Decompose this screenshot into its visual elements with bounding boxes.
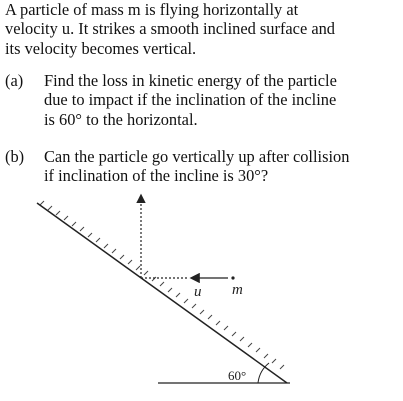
part-label: (a): [5, 71, 24, 90]
stem-line: its velocity becomes vertical.: [5, 38, 197, 58]
part-line: Can the particle go vertically up after collision: [44, 147, 350, 166]
part-line: Find the loss in kinetic energy of the particle: [44, 71, 337, 90]
stem-line: velocity u. It strikes a smooth inclined surface and: [5, 19, 335, 39]
part-line: due to impact if the inclination of the incline: [44, 90, 337, 110]
incline-surface: [37, 203, 287, 383]
velocity-label: u: [194, 284, 202, 300]
particle-dot: [231, 276, 234, 279]
angle-label: 60°: [228, 368, 247, 383]
part-line: if inclination of the incline is 30°?: [44, 166, 269, 186]
incline-hatching: [40, 201, 284, 369]
part-label: (b): [5, 147, 25, 166]
part-line: is 60° to the horizontal.: [44, 109, 198, 129]
stem-line: A particle of mass m is flying horizontally at: [5, 0, 299, 19]
mass-label: m: [232, 282, 243, 298]
